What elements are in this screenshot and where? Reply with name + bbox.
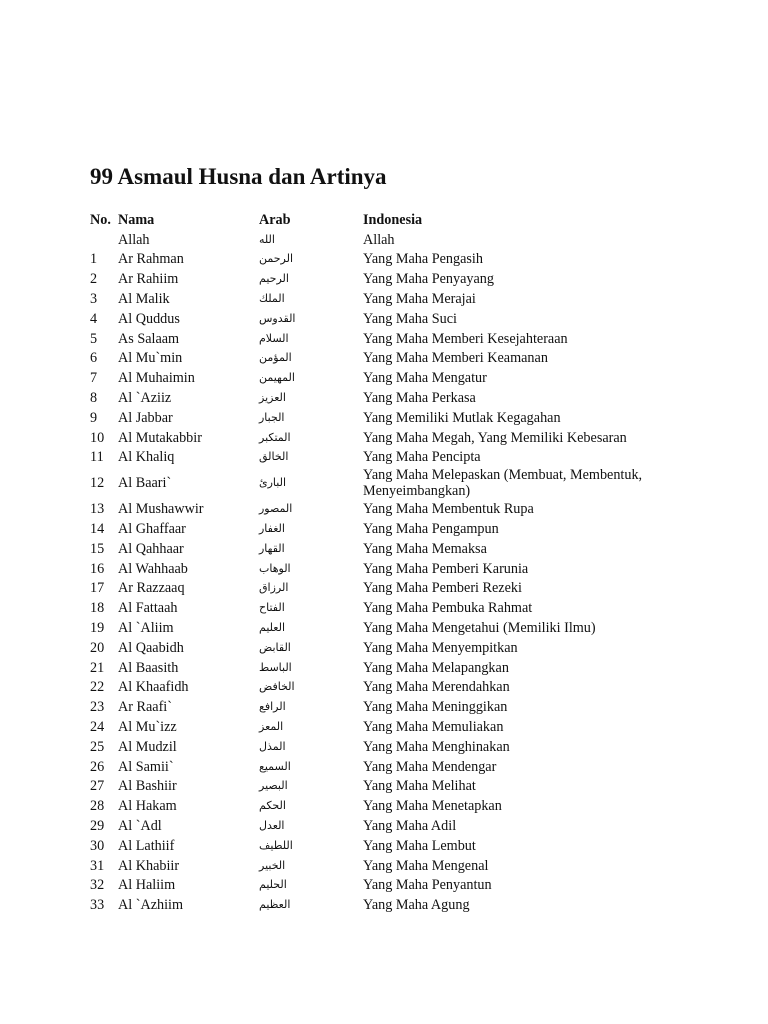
table-row [90,329,673,349]
row-name: Al Fattaah [118,600,178,617]
row-arabic: الحكم [259,799,286,813]
row-name: Al Mu`izz [118,719,177,736]
table-row [90,836,673,856]
header-arab: Arab [259,211,291,228]
row-meaning: Yang Maha Menyempitkan [363,639,518,656]
row-meaning: Yang Maha Mendengar [363,758,497,775]
row-name: Al Lathiif [118,837,175,854]
table-row [90,737,673,757]
row-name: Al Malik [118,291,170,308]
row-name: Ar Razzaaq [118,580,185,597]
table-row [90,678,673,698]
row-arabic: البارئ [259,476,287,490]
table-row [90,638,673,658]
row-number: 8 [90,390,98,407]
table-row [90,876,673,896]
row-number: 17 [90,580,105,597]
row-arabic: العزيز [259,391,286,405]
table-row [90,598,673,618]
row-meaning: Yang Maha Mengenal [363,857,489,874]
row-arabic: السلام [259,331,289,345]
row-name: Al Wahhaab [118,560,188,577]
row-name: Ar Raafi` [118,699,172,716]
row-name: Al Mutakabbir [118,429,202,446]
row-name: Al Samii` [118,758,174,775]
table-row [90,408,673,428]
row-arabic: الغفار [259,522,285,536]
table-row [90,816,673,836]
row-meaning: Yang Maha Lembut [363,837,476,854]
row-name: Al Baasith [118,659,179,676]
table-row [90,559,673,579]
row-meaning: Yang Maha Membentuk Rupa [363,501,534,518]
row-name: Al Baari` [118,475,172,492]
row-number: 13 [90,501,105,518]
table-row [90,250,673,270]
row-number: 11 [90,449,104,466]
row-arabic: المتكبر [259,430,291,444]
row-number: 29 [90,818,105,834]
row-number: 28 [90,798,105,815]
row-number: 15 [90,540,105,557]
row-arabic: البصير [259,779,288,793]
row-arabic: الخالق [259,450,289,464]
row-arabic: الرحيم [259,272,289,286]
row-number: 1 [90,251,98,268]
row-arabic: الملك [259,292,285,306]
table-row [90,895,673,915]
table-row [90,579,673,599]
row-meaning: Yang Maha Penyayang [363,271,494,288]
table-row [90,717,673,737]
table-header-row [90,210,673,230]
row-number: 7 [90,370,98,387]
row-number: 23 [90,699,105,716]
row-name: Al `Adl [118,818,162,834]
row-number: 30 [90,837,105,854]
row-name: Al Mu`min [118,350,183,367]
row-number: 5 [90,330,98,347]
row-meaning: Yang Memiliki Mutlak Kegagahan [363,409,561,426]
row-name: Al Qaabidh [118,639,184,656]
row-number: 19 [90,620,105,637]
row-number: 31 [90,857,105,874]
row-meaning: Yang Maha Pencipta [363,449,481,466]
table-row [90,269,673,289]
table-row [90,499,673,519]
table-row [90,289,673,309]
table-row [90,539,673,559]
header-indonesia: Indonesia [363,211,423,228]
row-arabic: الرزاق [259,581,289,595]
row-arabic: المصور [259,502,293,516]
asmaul-husna-table [90,210,673,915]
table-row [90,777,673,797]
table-row [90,309,673,329]
row-number: 18 [90,600,105,617]
table-row [90,230,673,250]
row-number: 27 [90,778,105,795]
row-name: Al `Azhiim [118,897,184,914]
row-name: Al `Aliim [118,620,174,637]
row-number: 26 [90,758,105,775]
row-arabic: المؤمن [259,351,292,365]
row-name: Al Muhaimin [118,370,195,387]
table-row [90,757,673,777]
row-arabic: الفتاح [259,601,285,615]
row-arabic: القابض [259,640,291,654]
row-number: 16 [90,560,105,577]
row-name: Al Quddus [118,310,180,327]
row-number: 14 [90,521,105,538]
row-arabic: الحليم [259,878,287,892]
header-nama: Nama [118,211,155,228]
row-arabic: الباسط [259,660,292,674]
row-meaning: Yang Maha Merendahkan [363,679,510,696]
table-row [90,697,673,717]
table-row [90,467,673,499]
row-number: 12 [90,475,105,492]
row-meaning: Yang Maha Melihat [363,778,476,795]
row-name: Al Bashiir [118,778,177,795]
row-name: Al Hakam [118,798,177,815]
row-name: Allah [118,231,150,248]
row-number: 4 [90,310,98,327]
row-arabic: الرافع [259,700,286,714]
row-meaning: Yang Maha Melapangkan [363,659,509,676]
row-meaning: Yang Maha Agung [363,897,470,914]
row-name: Ar Rahiim [118,271,179,288]
table-row [90,519,673,539]
row-meaning: Yang Maha Memaksa [363,540,487,557]
row-arabic: الخافض [259,680,295,694]
row-meaning: Yang Maha Suci [363,310,457,327]
row-number: 33 [90,897,105,914]
row-meaning: Yang Maha Pengasih [363,251,483,268]
row-meaning: Yang Maha Memberi Kesejahteraan [363,330,568,347]
row-arabic: القدوس [259,311,296,325]
row-arabic: الوهاب [259,561,291,575]
row-name: Al Khaafidh [118,679,189,696]
header-no: No. [90,211,111,228]
table-row [90,658,673,678]
row-number: 6 [90,350,98,367]
row-meaning: Yang Maha Pemberi Rezeki [363,580,522,597]
row-meaning: Yang Maha Perkasa [363,390,476,407]
row-number: 10 [90,429,105,446]
row-name: Al Mushawwir [118,501,204,518]
table-row [90,856,673,876]
row-number: 9 [90,409,98,426]
row-meaning: Yang Maha Memuliakan [363,719,504,736]
row-name: Al Jabbar [118,409,173,426]
table-row [90,349,673,369]
row-arabic: اللطيف [259,838,293,852]
row-arabic: العظيم [259,898,291,912]
document-title: 99 Asmaul Husna dan Artinya [90,164,387,189]
row-name: Al Khabiir [118,857,180,874]
row-meaning: Yang Maha Pengampun [363,521,499,538]
table-row [90,618,673,638]
table-row [90,368,673,388]
row-meaning: Yang Maha Merajai [363,291,476,308]
row-number: 22 [90,679,105,696]
row-number: 2 [90,271,98,288]
row-arabic: المهيمن [259,371,295,385]
row-arabic: العليم [259,621,285,635]
table-body [90,230,673,915]
row-arabic: الجبار [259,410,285,424]
row-meaning: Yang Maha Melepaskan (Membuat, Membentuk, Menyeimbangkan) [363,467,643,500]
row-meaning: Yang Maha Pembuka Rahmat [363,600,533,617]
row-arabic: السميع [259,759,291,773]
row-meaning: Yang Maha Menetapkan [363,798,502,815]
row-meaning: Yang Maha Memberi Keamanan [363,350,548,367]
row-arabic: الله [259,232,275,246]
row-meaning: Allah [363,231,395,248]
table-row [90,388,673,408]
row-meaning: Yang Maha Penyantun [363,877,492,894]
row-name: Al Haliim [118,877,176,894]
row-name: As Salaam [118,330,180,347]
row-name: Al Khaliq [118,449,175,466]
row-meaning: Yang Maha Meninggikan [363,699,508,716]
table-row [90,448,673,468]
row-meaning: Yang Maha Menghinakan [363,738,510,755]
row-number: 3 [90,291,98,308]
row-meaning: Yang Maha Mengatur [363,370,487,387]
row-number: 21 [90,659,105,676]
row-meaning: Yang Maha Mengetahui (Memiliki Ilmu) [363,620,596,637]
row-arabic: العدل [259,819,285,832]
table-row [90,428,673,448]
row-arabic: الرحمن [259,252,294,266]
row-name: Al `Aziiz [118,390,172,407]
row-arabic: الخبير [259,858,286,872]
row-name: Ar Rahman [118,251,184,268]
row-meaning: Yang Maha Adil [363,818,457,834]
row-number [90,230,118,250]
row-meaning: Yang Maha Pemberi Karunia [363,560,529,577]
row-meaning: Yang Maha Megah, Yang Memiliki Kebesaran [363,429,627,446]
row-name: Al Ghaffaar [118,521,186,538]
row-number: 25 [90,738,105,755]
row-name: Al Mudzil [118,738,177,755]
table-row [90,796,673,816]
row-arabic: المذل [259,739,286,753]
row-arabic: القهار [259,541,285,555]
row-name: Al Qahhaar [118,540,184,557]
row-number: 24 [90,719,105,736]
row-number: 32 [90,877,105,894]
row-number: 20 [90,639,105,656]
row-arabic: المعز [259,720,284,734]
